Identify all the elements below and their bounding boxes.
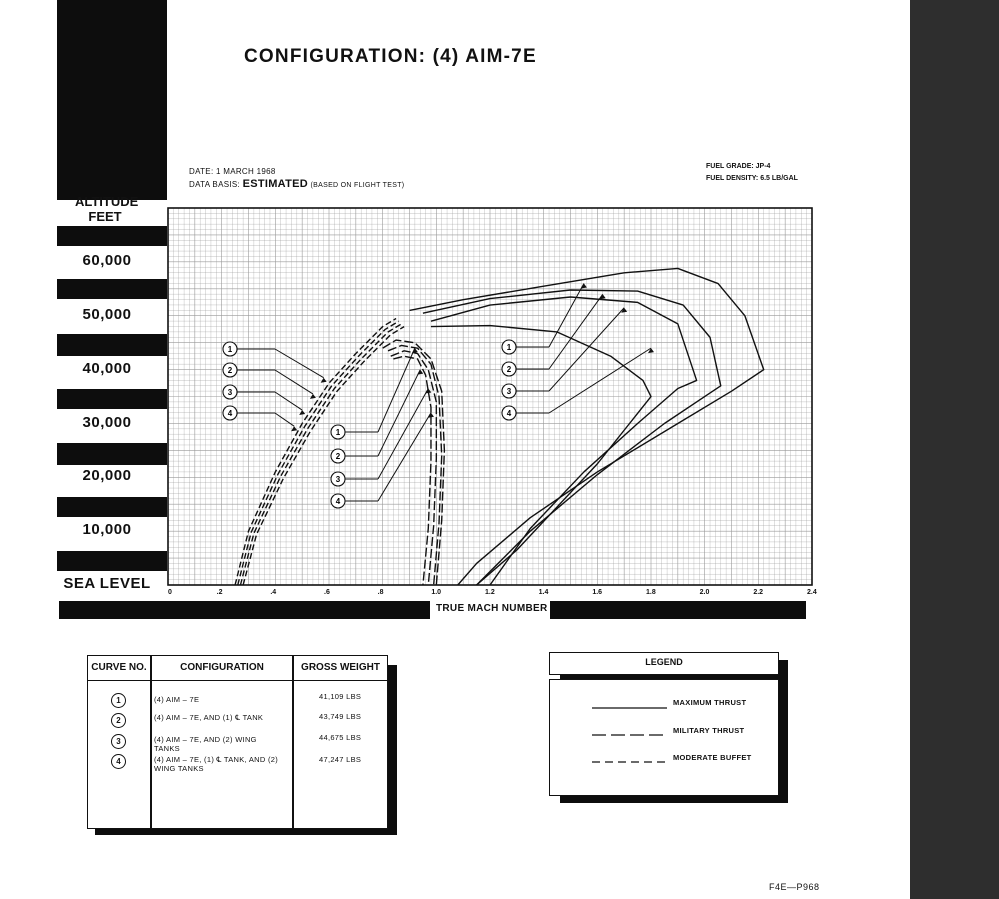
curve-callout-label-3: 3 <box>335 475 341 484</box>
curve-callout-label-3: 3 <box>227 388 233 397</box>
callout-arrow-1 <box>581 284 587 289</box>
curve-callout-label-2: 2 <box>227 366 233 375</box>
curve-callout-label-3: 3 <box>506 387 512 396</box>
fuel-grade: FUEL GRADE: JP-4 <box>706 163 771 170</box>
table-header-weight: GROSS WEIGHT <box>301 662 380 673</box>
curve-callout-label-4: 4 <box>227 409 233 418</box>
x-tick-label: 1.4 <box>538 589 549 596</box>
table-curve-1: 1 <box>111 693 126 708</box>
x-tick-label: 2.2 <box>753 589 764 596</box>
x-tick-label: 0 <box>168 589 172 596</box>
y-tick-label: 60,000 <box>82 252 132 269</box>
series-line-maximum-thrust-2 <box>423 290 721 585</box>
footer-code: F4E—P968 <box>769 882 820 892</box>
curve-callout-label-4: 4 <box>335 497 341 506</box>
callout-leader-1 <box>549 284 584 347</box>
curve-callout-label-1: 1 <box>506 343 512 352</box>
x-tick-label: 1.2 <box>485 589 495 596</box>
callout-arrow-4 <box>428 413 434 418</box>
table-curve-4: 4 <box>111 754 126 769</box>
table-header-config: CONFIGURATION <box>180 662 264 673</box>
data-basis-value: ESTIMATED <box>242 178 309 190</box>
data-basis-prefix: DATA BASIS: <box>189 180 241 189</box>
y-tick-label: 40,000 <box>82 359 132 377</box>
callout-leader-4 <box>378 413 431 501</box>
y-axis-title-line1: ALTITUDE FEET <box>75 194 139 224</box>
table-config-2: (4) AIM – 7E, AND (1) ℄ TANK <box>154 713 264 722</box>
series-line-maximum-thrust-4 <box>431 326 651 585</box>
table-header-curve: CURVE NO. <box>91 662 147 673</box>
x-tick-label: .2 <box>216 589 223 596</box>
table-curve-2: 2 <box>111 713 126 728</box>
y-tick-label: 50,000 <box>82 305 132 323</box>
x-tick-label: .6 <box>324 589 330 596</box>
curve-callout-label-2: 2 <box>335 452 341 461</box>
y-tick-label: 20,000 <box>82 467 132 485</box>
table-config-3: (4) AIM – 7E, AND (2) WING TANKS <box>154 735 257 753</box>
fuel-density: FUEL DENSITY: 6.5 LB/GAL <box>706 175 798 182</box>
x-axis-bar-right <box>550 601 806 619</box>
y-tick-label: 10,000 <box>82 521 132 539</box>
table-curve-3: 3 <box>111 734 126 749</box>
x-tick-label: .4 <box>270 589 277 596</box>
series-line-military-thrust-4 <box>393 356 431 585</box>
table-weight-3: 44,675 LBS <box>319 733 362 742</box>
x-tick-label: 1.8 <box>646 589 656 596</box>
x-tick-label: 1.0 <box>431 589 442 596</box>
table-config-1: (4) AIM – 7E <box>154 695 200 704</box>
page-title: CONFIGURATION: (4) AIM-7E <box>244 46 537 67</box>
callout-leader-3 <box>378 389 428 479</box>
legend-title: LEGEND <box>645 657 683 667</box>
legend-item-military: MILITARY THRUST <box>673 726 745 735</box>
curve-callout-label-2: 2 <box>506 365 512 374</box>
legend-item-buffet: MODERATE BUFFET <box>673 753 752 762</box>
data-basis-note: (BASED ON FLIGHT TEST) <box>310 182 405 189</box>
series-line-military-thrust-1 <box>383 340 445 585</box>
x-tick-label: 2.0 <box>699 589 710 596</box>
table-weight-1: 41,109 LBS <box>319 692 362 701</box>
chart-grid <box>168 208 812 585</box>
y-tick-label: 30,000 <box>82 413 132 431</box>
table-weight-4: 47,247 LBS <box>319 755 362 764</box>
date-label: DATE: 1 MARCH 1968 <box>189 167 276 176</box>
x-tick-label: .8 <box>377 589 384 596</box>
callout-leader-2 <box>378 370 420 456</box>
legend-swatches <box>549 679 779 795</box>
table-weight-2: 43,749 LBS <box>319 712 362 721</box>
curve-callout-label-1: 1 <box>227 345 233 354</box>
x-axis-title: TRUE MACH NUMBER <box>436 603 548 614</box>
y-tick-label: SEA LEVEL <box>63 575 151 592</box>
callout-leader-4 <box>549 348 651 413</box>
curve-callout-label-4: 4 <box>506 409 512 418</box>
table-config-4: (4) AIM – 7E, (1) ℄ TANK, AND (2) WING TANKS <box>154 755 279 773</box>
legend-item-maximum: MAXIMUM THRUST <box>673 698 747 707</box>
callout-arrow-2 <box>417 370 423 375</box>
x-tick-label: 2.4 <box>807 589 817 596</box>
x-axis-bar-left <box>59 601 430 619</box>
table-col-weight <box>293 655 388 829</box>
x-tick-label: 1.6 <box>592 589 603 596</box>
table-header-rule <box>87 680 388 681</box>
scan-edge-bar <box>910 0 999 899</box>
callout-leader-4 <box>275 413 294 426</box>
curve-callout-label-1: 1 <box>335 428 341 437</box>
callout-arrow-1 <box>412 348 418 353</box>
